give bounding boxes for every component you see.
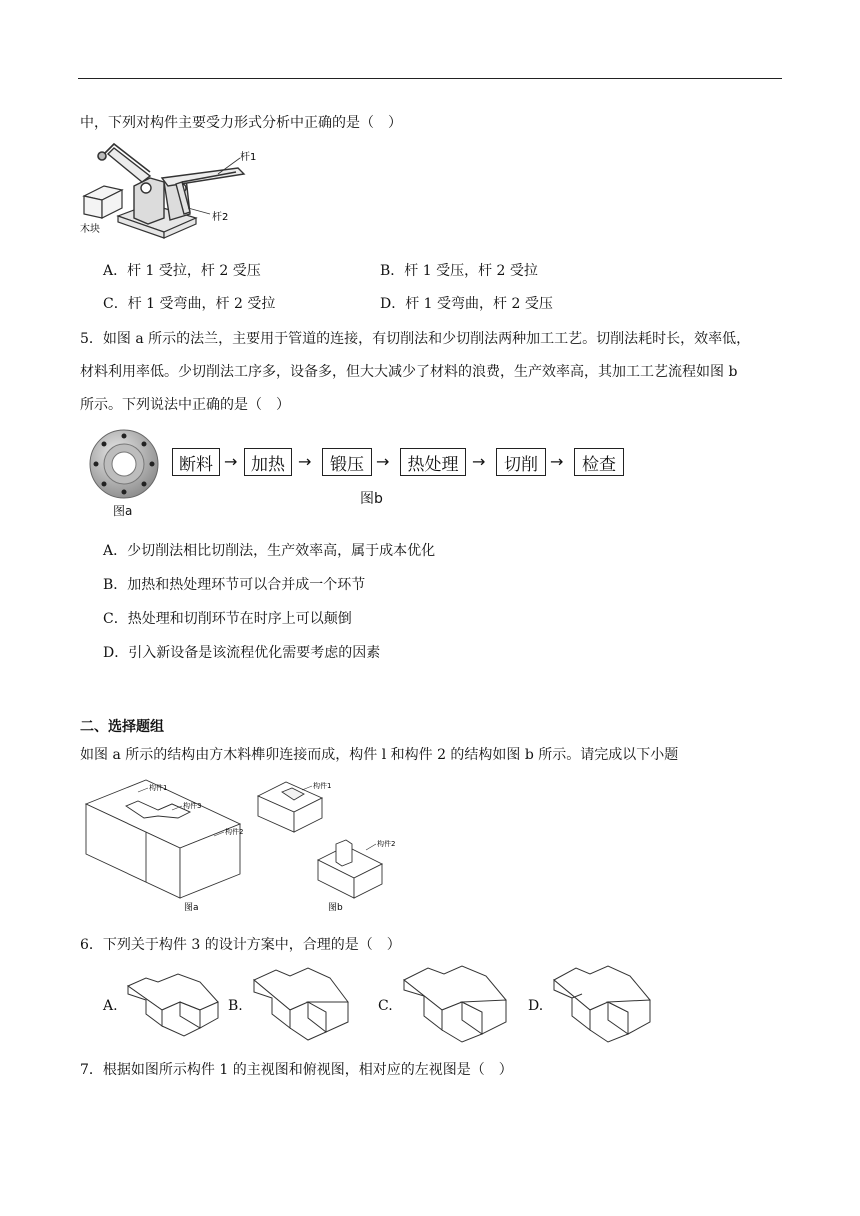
- q6-option-a-label[interactable]: A.: [103, 998, 118, 1014]
- c1-label-b: 构件1: [313, 782, 332, 790]
- q5-option-b[interactable]: B．加热和热处理环节可以合并成一个环节: [103, 577, 366, 593]
- flow-arrow-3: →: [376, 452, 390, 471]
- q4-option-a[interactable]: A．杆 1 受拉，杆 2 受压: [103, 263, 261, 279]
- wood-block: [84, 186, 122, 218]
- q5-option-d[interactable]: D．引入新设备是该流程优化需要考虑的因素: [103, 645, 381, 661]
- c2-label-b: 构件2: [377, 840, 396, 848]
- header-rule: [78, 78, 782, 79]
- q6-option-a-image[interactable]: [122, 966, 230, 1046]
- flow-arrow-5: →: [550, 452, 564, 471]
- joint-figure-a: [76, 774, 246, 914]
- q4-stem: 中，下列对构件主要受力形式分析中正确的是（ ）: [80, 115, 402, 131]
- flow-arrow-2: →: [298, 452, 312, 471]
- flow-arrow-1: →: [224, 452, 238, 471]
- q7-stem: 7．根据如图所示构件 1 的主视图和俯视图，相对应的左视图是（ ）: [80, 1062, 513, 1078]
- joint-figure-b: [252, 774, 402, 914]
- q6-option-c-label[interactable]: C.: [378, 998, 393, 1014]
- flow-step-4: 热处理: [400, 448, 466, 476]
- q6-option-d-image[interactable]: [546, 960, 658, 1046]
- q5-line1: 5．如图 a 所示的法兰，主要用于管道的连接，有切削法和少切削法两种加工工艺。切削法耗时长，效率低，: [80, 331, 751, 347]
- q6-option-b-label[interactable]: B.: [228, 998, 243, 1014]
- rod1-label: 杆1: [240, 152, 257, 163]
- q4-option-b[interactable]: B．杆 1 受压，杆 2 受拉: [380, 263, 538, 279]
- rod1: [108, 148, 244, 186]
- flow-step-6: 检查: [574, 448, 624, 476]
- q5-line2: 材料利用率低。少切削法工序多，设备多，但大大减少了材料的浪费，生产效率高，其加工工艺流程如图 b: [80, 364, 738, 380]
- flow-arrow-4: →: [472, 452, 486, 471]
- flow-step-5: 切削: [496, 448, 546, 476]
- fig-a-caption: 图a: [113, 504, 133, 518]
- q6-option-c-image[interactable]: [396, 960, 516, 1046]
- flange-image: [88, 428, 160, 500]
- q4-option-d[interactable]: D．杆 1 受弯曲，杆 2 受压: [380, 296, 553, 312]
- c1-label-a: 构件1: [149, 784, 168, 792]
- flow-step-2: 加热: [244, 448, 292, 476]
- fig-a-label: 图a: [184, 903, 199, 913]
- flow-step-3: 锻压: [322, 448, 372, 476]
- fig-b-label: 图b: [328, 903, 343, 913]
- q6-option-d-label[interactable]: D.: [528, 998, 544, 1014]
- rod2-label: 杆2: [212, 212, 229, 223]
- q5-line3: 所示。下列说法中正确的是（ ）: [80, 397, 290, 413]
- fig-b-caption: 图b: [360, 491, 383, 507]
- q4-option-c[interactable]: C．杆 1 受弯曲，杆 2 受拉: [103, 296, 276, 312]
- q6-stem: 6．下列关于构件 3 的设计方案中，合理的是（ ）: [80, 937, 401, 953]
- c3-label-a: 构件3: [183, 802, 202, 810]
- c2-label-a: 构件2: [225, 828, 244, 836]
- q5-option-a[interactable]: A．少切削法相比切削法，生产效率高，属于成本优化: [103, 543, 436, 559]
- block-label: 木块: [80, 224, 100, 235]
- flow-step-1: 断料: [172, 448, 220, 476]
- q6-option-b-image[interactable]: [246, 962, 358, 1046]
- section-heading: 二、选择题组: [80, 719, 164, 735]
- q4-clamp-figure: [78, 138, 278, 248]
- q5-option-c[interactable]: C．热处理和切削环节在时序上可以颠倒: [103, 611, 352, 627]
- section-intro: 如图 a 所示的结构由方木料榫卯连接而成，构件 l 和构件 2 的结构如图 b 所示。请完成以下小题: [80, 747, 679, 763]
